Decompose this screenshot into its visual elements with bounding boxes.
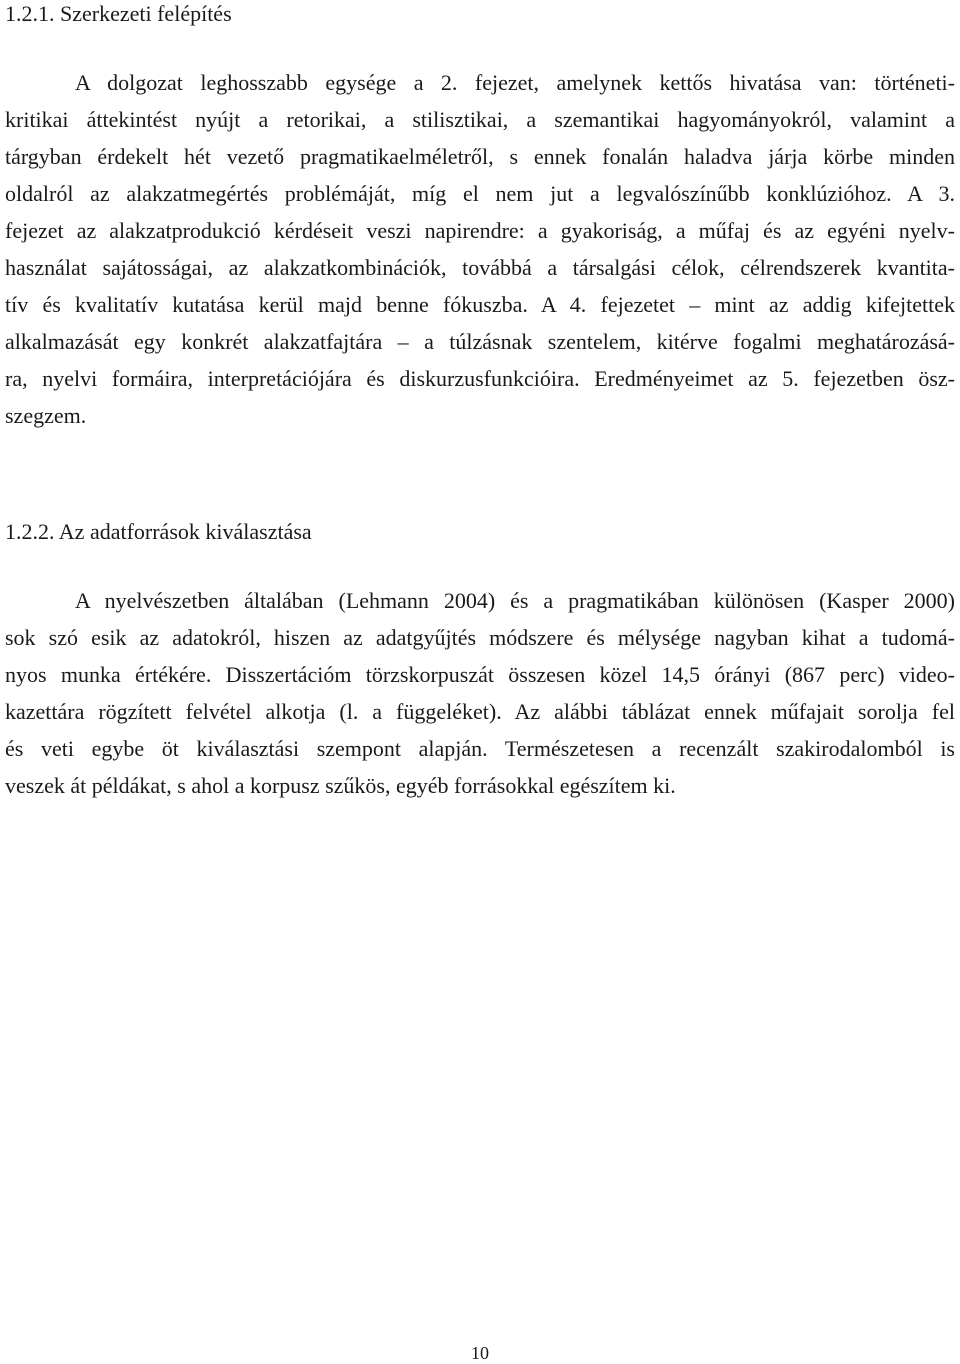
- paragraph-line: A dolgozat leghosszabb egysége a 2. fejezet, amelynek kettős hivatása van: történeti-: [75, 70, 955, 95]
- section-heading-structure: 1.2.1. Szerkezeti felépítés: [5, 1, 232, 26]
- section-heading-data-sources: 1.2.2. Az adatforrások kiválasztása: [5, 519, 312, 544]
- paragraph-line: szegzem.: [5, 403, 87, 428]
- paragraph-line: nyos munka értékére. Disszertációm törzskorpuszát összesen közel 14,5 órányi (867 perc) video-: [5, 662, 955, 687]
- paragraph-line: veszek át példákat, s ahol a korpusz szűkös, egyéb forrásokkal egészítem ki.: [5, 773, 676, 798]
- paragraph-data-sources: [5, 582, 955, 804]
- paragraph-line: A nyelvészetben általában (Lehmann 2004) és a pragmatikában különösen (Kasper 2000): [75, 588, 955, 613]
- paragraph-line: és veti egybe öt kiválasztási szempont alapján. Természetesen a recenzált szakirodalomból is: [5, 736, 955, 761]
- paragraph-line: oldalról az alakzatmegértés problémáját, míg el nem jut a legvalószínűbb konklúzióhoz. A 3.: [5, 181, 955, 206]
- paragraph-line: tárgyban érdekelt hét vezető pragmatikaelméletről, s ennek fonalán haladva járja körbe minden: [5, 144, 955, 169]
- paragraph-line: fejezet az alakzatprodukció kérdéseit veszi napirendre: a gyakoriság, a műfaj és az egyéni nyelv-: [5, 218, 955, 243]
- paragraph-structure: [5, 64, 955, 434]
- paragraph-line: ra, nyelvi formáira, interpretációjára és diskurzusfunkcióira. Eredményeimet az 5. fejezetben ösz-: [5, 366, 955, 391]
- page-number: 10: [471, 1343, 489, 1363]
- paragraph-line: használat sajátosságai, az alakzatkombinációk, továbbá a társalgási célok, célrendszerek kvantita-: [5, 255, 955, 280]
- paragraph-line: alkalmazását egy konkrét alakzatfajtára – a túlzásnak szentelem, kitérve fogalmi meghatározásá-: [5, 329, 955, 354]
- paragraph-line: sok szó esik az adatokról, hiszen az adatgyűjtés módszere és mélysége nagyban kihat a tudomá-: [5, 625, 955, 650]
- paragraph-line: tív és kvalitatív kutatása kerül majd benne fókuszba. A 4. fejezetet – mint az addig kifejtettek: [5, 292, 955, 317]
- paragraph-line: kazettára rögzített felvétel alkotja (l. a függeléket). Az alábbi táblázat ennek műfajait sorolja fel: [5, 699, 955, 724]
- paragraph-line: kritikai áttekintést nyújt a retorikai, a stilisztikai, a szemantikai hagyományokról, valamint a: [5, 107, 955, 132]
